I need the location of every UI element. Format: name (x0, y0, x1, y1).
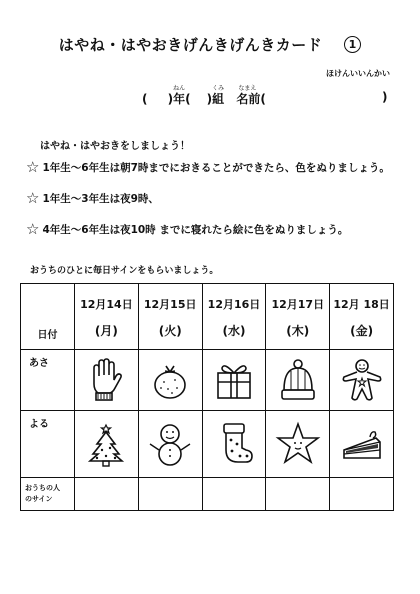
header-cell (266, 284, 330, 350)
table-header-row (21, 284, 394, 350)
present-icon (210, 356, 258, 404)
name-text: 名前 (236, 92, 261, 106)
star-bullet-icon: ☆ (26, 220, 40, 238)
night-cell[interactable] (138, 411, 202, 478)
class-ruby: くみ (212, 85, 225, 92)
star-bullet-icon: ☆ (26, 158, 40, 176)
name-close-paren: ) (382, 90, 388, 104)
date-text: 12月17日 (271, 298, 325, 311)
card-title-text: はやね・はやおきげんきげんきカード (58, 36, 323, 54)
christmas-tree-icon (82, 420, 130, 468)
weekday-text: (火) (158, 324, 182, 338)
name-ruby: なまえ (238, 85, 257, 92)
signature-cell[interactable] (138, 478, 202, 511)
morning-cell[interactable] (138, 350, 202, 411)
header-cell (202, 284, 266, 350)
date-text: 12月 18日 (333, 298, 390, 311)
night-cell[interactable] (202, 411, 266, 478)
night-row (21, 411, 394, 478)
date-text: 12月14日 (80, 298, 133, 311)
signature-cell[interactable] (202, 478, 266, 511)
weekday-text: (月) (94, 324, 118, 338)
name-open-paren: ( (260, 92, 266, 106)
stocking-icon (210, 420, 258, 468)
morning-row (21, 350, 394, 411)
knit-hat-icon (274, 356, 322, 404)
class-close-paren: ) (206, 92, 213, 106)
night-cell[interactable] (330, 411, 394, 478)
cake-icon (338, 420, 386, 468)
night-label: よる (21, 411, 75, 478)
card-number: 1 (344, 36, 361, 53)
weekday-text: (金) (350, 324, 374, 338)
card-title (0, 34, 420, 55)
signature-row (21, 478, 394, 511)
grade-text: 年 (173, 92, 186, 106)
table-note: おうちのひとに毎日サインをもらいましょう。 (30, 266, 219, 276)
signature-label-line2: のサイン (25, 495, 53, 503)
glove-icon (82, 356, 130, 404)
night-cell[interactable] (266, 411, 330, 478)
star-bullet-icon: ☆ (26, 189, 40, 207)
grade-label (173, 85, 186, 106)
weekday-text: (木) (286, 324, 310, 338)
morning-cell[interactable] (75, 350, 139, 411)
grade-open-paren: ( (142, 92, 148, 106)
date-text: 12月15日 (143, 298, 197, 311)
calendar-table (20, 283, 394, 511)
rule-night-upper-text: 4年生～6年生は夜10時 までに寝れたら絵に色をぬりましょう。 (42, 224, 349, 236)
name-line (142, 85, 266, 107)
rule-morning (26, 158, 390, 176)
rule-morning-text: 1年生～6年生は朝7時までにおきることができたら、色をぬりましょう。 (42, 162, 390, 174)
signature-cell[interactable] (266, 478, 330, 511)
morning-label: あさ (21, 350, 75, 411)
night-cell[interactable] (75, 411, 139, 478)
class-open-paren: ( (185, 92, 191, 106)
grade-ruby: ねん (173, 85, 186, 92)
morning-cell[interactable] (202, 350, 266, 411)
signature-label-line1: おうちの人 (25, 484, 60, 492)
issuer: ほけんいいんかい (326, 69, 390, 78)
class-label (212, 85, 225, 106)
header-cell (75, 284, 139, 350)
header-cell (138, 284, 202, 350)
signature-label (21, 478, 75, 511)
signature-cell[interactable] (75, 478, 139, 511)
signature-cell[interactable] (330, 478, 394, 511)
name-label (236, 85, 261, 106)
star-icon (274, 420, 322, 468)
rule-night-upper (26, 220, 348, 238)
class-text: 組 (212, 92, 225, 106)
tangerine-icon (146, 356, 194, 404)
snowman-icon (146, 420, 194, 468)
weekday-text: (水) (222, 324, 246, 338)
rule-night-lower-text: 1年生～3年生は夜9時、 (42, 193, 159, 205)
morning-cell[interactable] (266, 350, 330, 411)
gingerbread-icon (338, 356, 386, 404)
header-cell (330, 284, 394, 350)
intro-text: はやね・はやおきをしましょう！ (40, 141, 190, 152)
grade-close-paren: ) (167, 92, 174, 106)
date-label: 日付 (21, 284, 75, 350)
date-text: 12月16日 (207, 298, 261, 311)
rule-night-lower (26, 189, 159, 207)
morning-cell[interactable] (330, 350, 394, 411)
